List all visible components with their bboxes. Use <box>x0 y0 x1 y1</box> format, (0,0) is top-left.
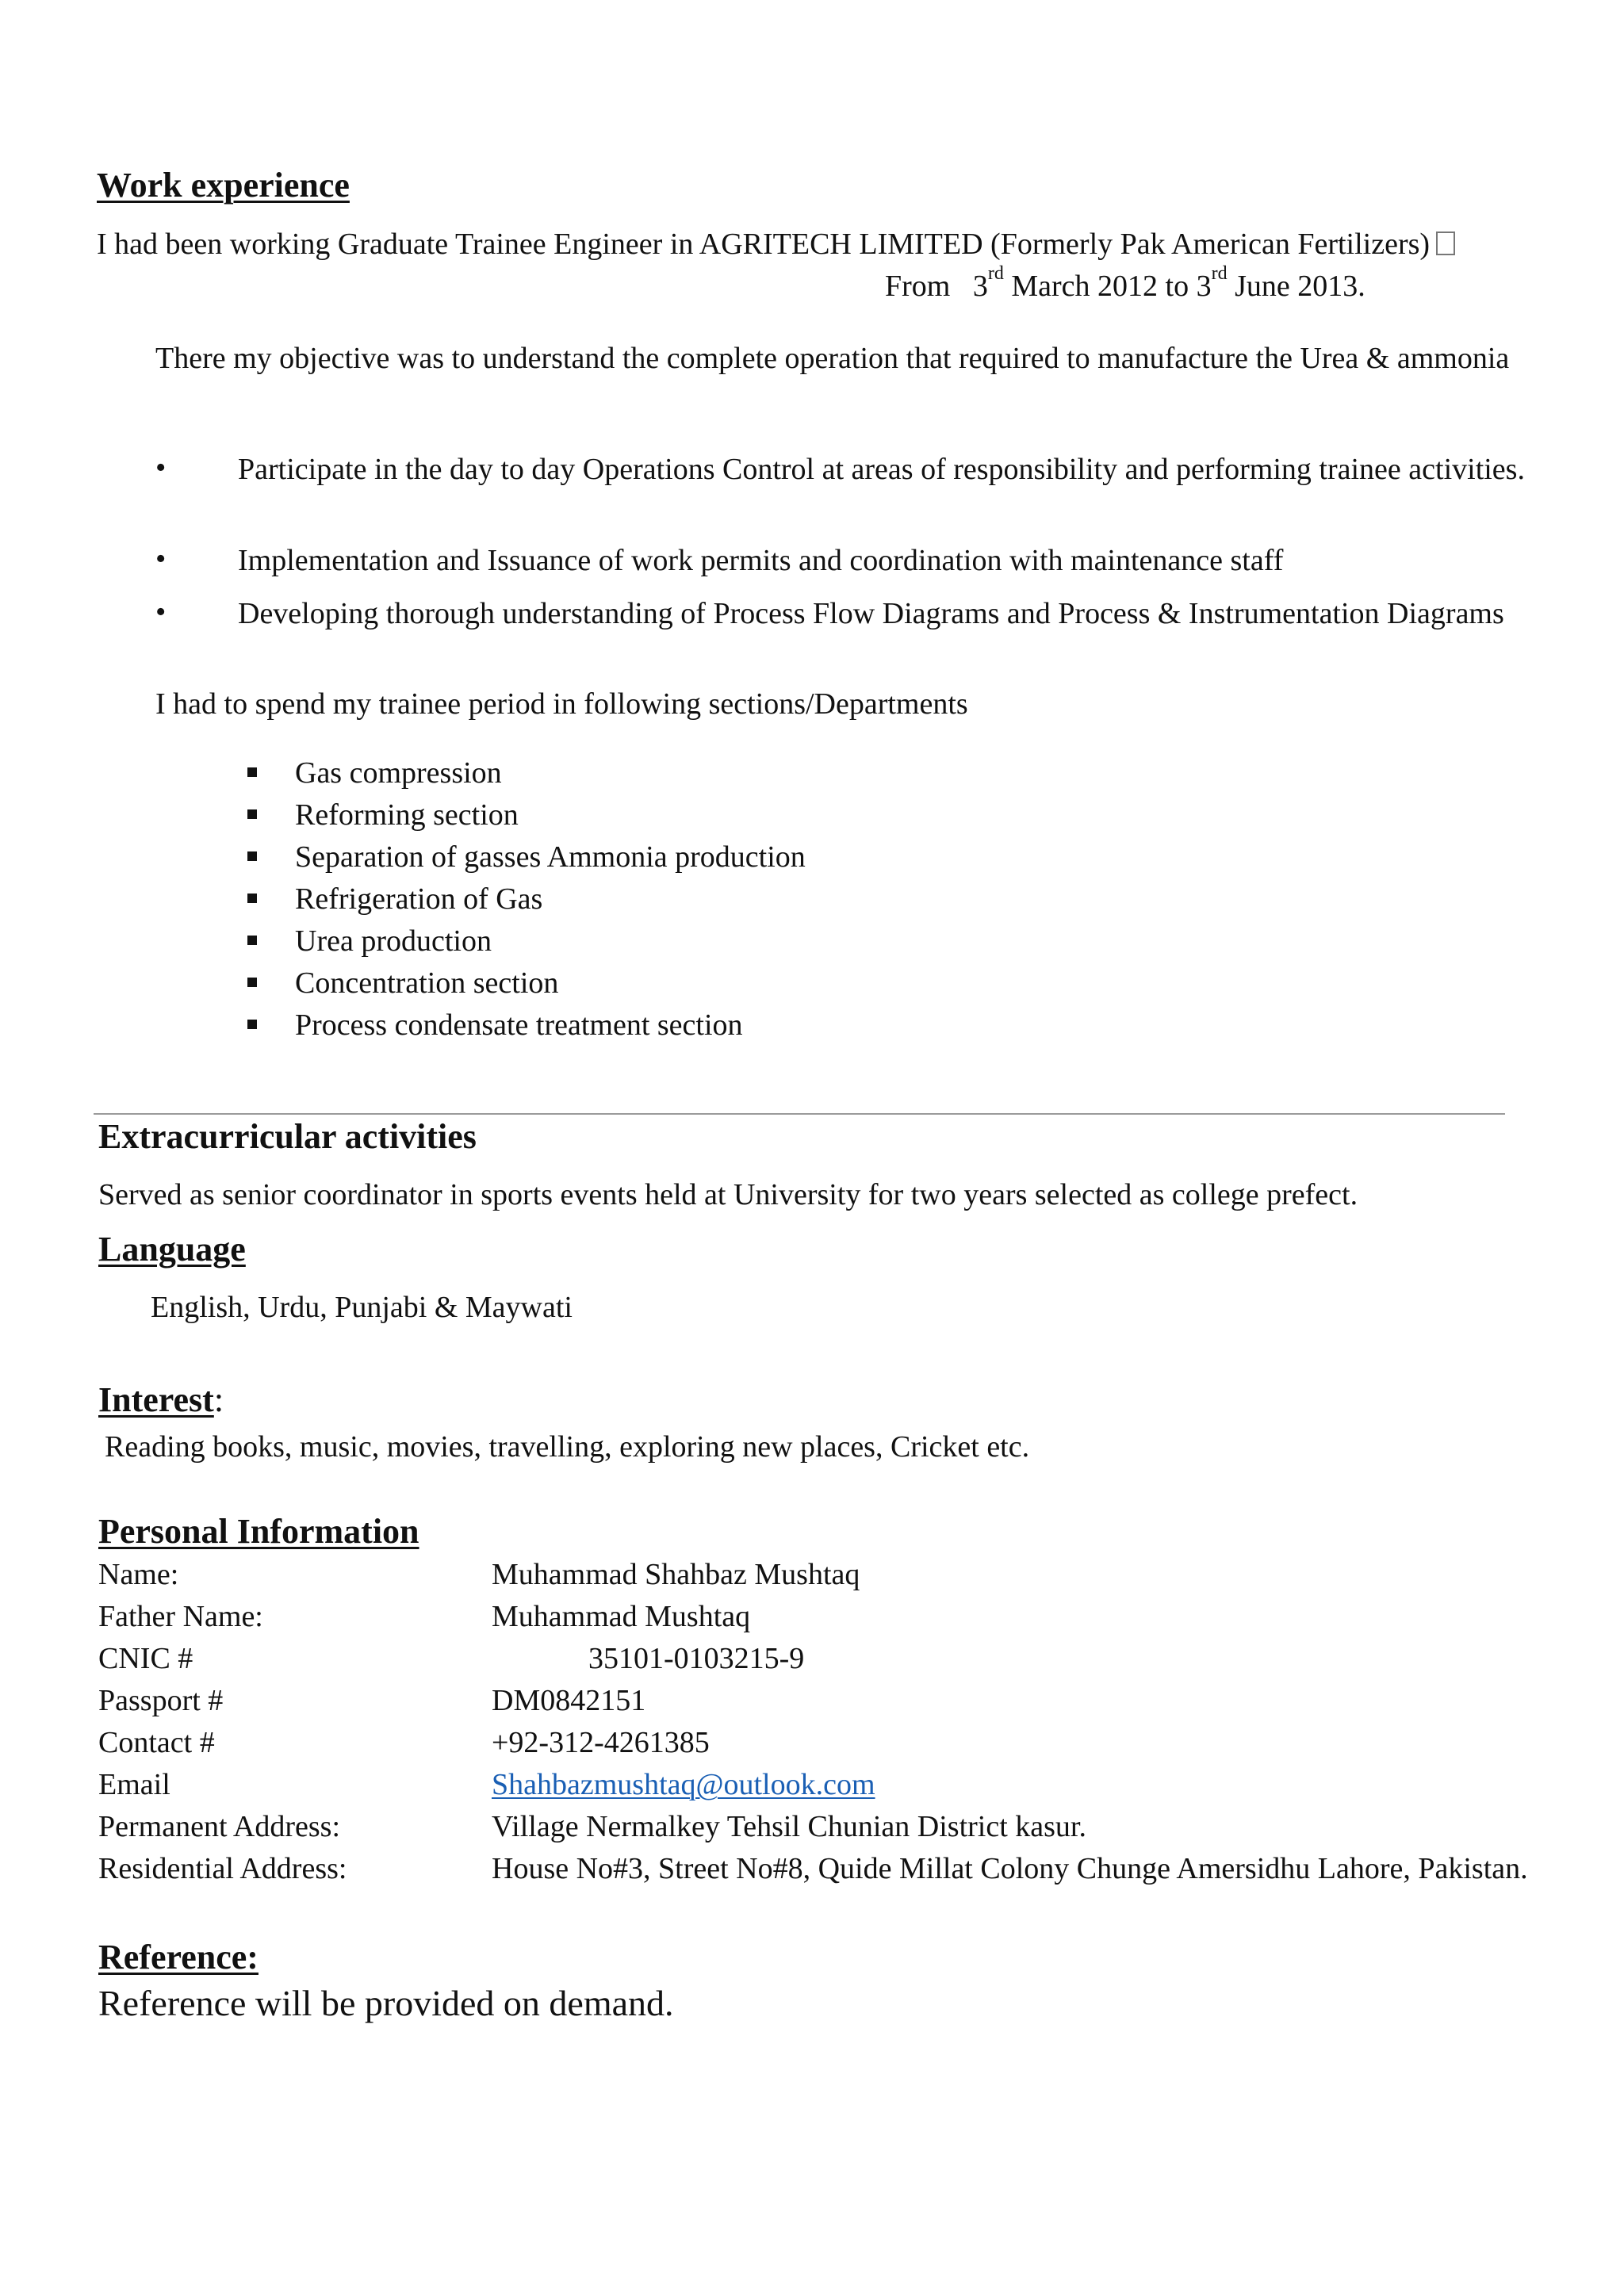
personal-info-heading: Personal Information <box>98 1512 419 1551</box>
info-label-cnic: CNIC # <box>98 1642 193 1675</box>
info-label-father-name: Father Name: <box>98 1600 263 1633</box>
info-value-name: Muhammad Shahbaz Mushtaq <box>492 1558 860 1591</box>
from-rest: March 2012 to <box>1003 270 1197 303</box>
list-item: Refrigeration of Gas <box>295 882 543 916</box>
info-value-contact: +92-312-4261385 <box>492 1726 710 1759</box>
to-rest: June 2013. <box>1227 270 1365 303</box>
info-label-contact: Contact # <box>98 1726 215 1759</box>
to-day: 3 <box>1196 270 1212 303</box>
info-value-passport: DM0842151 <box>492 1684 646 1717</box>
extracurricular-heading: Extracurricular activities <box>98 1117 477 1156</box>
work-objective: There my objective was to understand the complete operation that required to manufacture the Urea & ammonia <box>155 342 1510 375</box>
square-bullet-icon <box>247 936 257 945</box>
missing-glyph-icon <box>1436 232 1455 255</box>
work-intro <box>97 225 1455 263</box>
extracurricular-text: Served as senior coordinator in sports events held at University for two years selected as college prefect. <box>98 1178 1358 1211</box>
email-link[interactable]: Shahbazmushtaq@outlook.com <box>492 1768 875 1801</box>
square-bullet-icon <box>247 894 257 903</box>
from-day: 3 <box>972 270 988 303</box>
square-bullet-icon <box>247 1020 257 1029</box>
square-bullet-icon <box>247 809 257 819</box>
interest-colon: : <box>213 1380 224 1419</box>
info-label-residential-address: Residential Address: <box>98 1852 347 1885</box>
bullet-item: Implementation and Issuance of work permits and coordination with maintenance staff <box>238 544 1284 577</box>
info-label-passport: Passport # <box>98 1684 224 1717</box>
list-item: Process condensate treatment section <box>295 1008 743 1042</box>
from-suffix: rd <box>987 263 1004 284</box>
info-label-name: Name: <box>98 1558 179 1591</box>
interest-heading: Interest <box>98 1380 214 1419</box>
list-item: Concentration section <box>295 966 559 1000</box>
bullet-item: Developing thorough understanding of Process Flow Diagrams and Process & Instrumentation Diagrams <box>238 597 1504 630</box>
interest-text: Reading books, music, movies, travelling, exploring new places, Cricket etc. <box>105 1430 1030 1464</box>
info-label-email: Email <box>98 1768 170 1801</box>
to-suffix: rd <box>1211 263 1228 284</box>
interest-heading-line <box>98 1380 224 1420</box>
language-text: English, Urdu, Punjabi & Maywati <box>151 1291 573 1324</box>
from-label: From <box>885 270 951 303</box>
work-intro-text: I had been working Graduate Trainee Engineer in AGRITECH LIMITED (Formerly Pak American Fertilizers) <box>97 228 1431 261</box>
square-bullet-icon <box>247 767 257 777</box>
info-value-permanent-address: Village Nermalkey Tehsil Chunian District kasur. <box>492 1810 1086 1843</box>
info-value-father-name: Muhammad Mushtaq <box>492 1600 751 1633</box>
list-item: Reforming section <box>295 798 519 832</box>
square-bullet-icon <box>247 978 257 987</box>
bullet-dot-icon: • <box>155 451 167 484</box>
info-value-cnic: 35101-0103215-9 <box>588 1642 805 1675</box>
work-dates <box>885 263 1365 305</box>
info-value-residential-address: House No#3, Street No#8, Quide Millat Colony Chunge Amersidhu Lahore, Pakistan. <box>492 1852 1528 1885</box>
bullet-item: Participate in the day to day Operations Control at areas of responsibility and performing trainee activities. <box>238 453 1525 486</box>
list-item: Separation of gasses Ammonia production <box>295 840 806 874</box>
language-heading: Language <box>98 1230 246 1269</box>
square-bullet-icon <box>247 851 257 861</box>
list-item: Urea production <box>295 924 492 958</box>
section-divider <box>94 1113 1505 1115</box>
sections-intro: I had to spend my trainee period in following sections/Departments <box>155 687 968 721</box>
reference-text: Reference will be provided on demand. <box>98 1983 674 2023</box>
info-label-permanent-address: Permanent Address: <box>98 1810 341 1843</box>
work-experience-heading: Work experience <box>97 166 350 205</box>
reference-heading: Reference: <box>98 1938 259 1976</box>
bullet-dot-icon: • <box>155 542 167 576</box>
list-item: Gas compression <box>295 756 502 790</box>
bullet-dot-icon: • <box>155 595 167 629</box>
